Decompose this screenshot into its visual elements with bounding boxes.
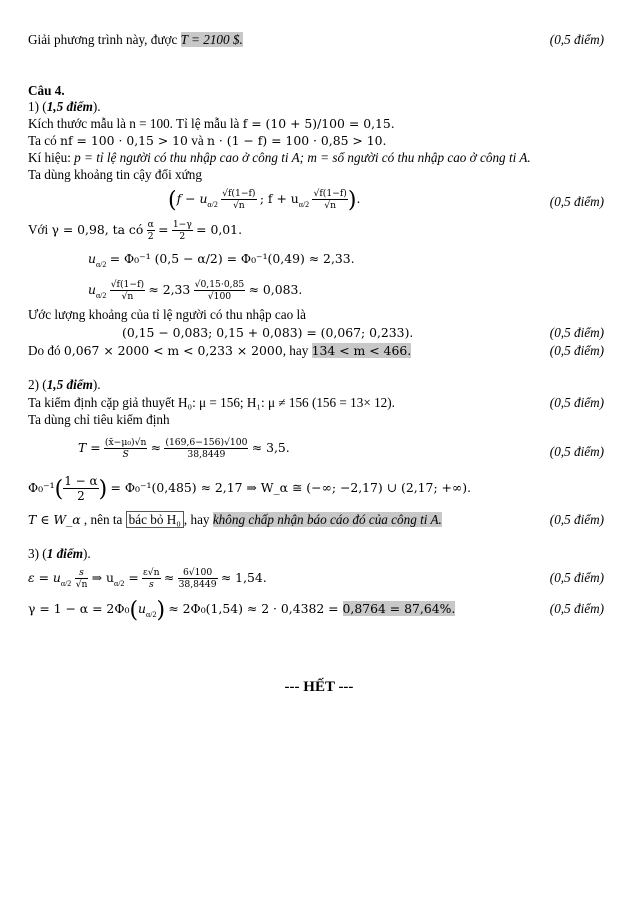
part1-end: ). [92, 99, 101, 114]
taco-and: và [187, 133, 207, 148]
frac-num: 1−γ [172, 219, 192, 231]
epsilon-result: ≈ 1,54. [220, 570, 267, 585]
decision-reject: bác bỏ H₀ [126, 511, 184, 528]
points-label: (0,5 điểm) [549, 444, 604, 459]
points-label: (0,5 điểm) [549, 325, 604, 340]
dodo-result: 134 < m < 466. [311, 343, 412, 358]
decision-conclusion: không chấp nhận báo cáo đó của công ti A. [212, 512, 442, 527]
part3-points: 1 điểm [46, 546, 83, 561]
estimate-formula: (0,15 − 0,083; 0,15 + 0,083) = (0,067; 0,233). [122, 325, 414, 340]
part1-points: 1,5 điểm [46, 99, 93, 114]
voi-text: Với [28, 222, 52, 237]
voi-result: = 0,01. [196, 222, 243, 237]
gamma-formula: γ = 1 − α = 2Φ₀ [28, 601, 130, 616]
T-formula: T = $\frac{\text{(x̄−μ₀)√n}}{S}$ ≈ $\frac{(169,6-156)√100}{38,8449}$ ≈ 3,5. [78, 437, 290, 461]
gamma-mid: ≈ 2Φ₀(1,54) ≈ 2 · 0,4382 = [168, 601, 343, 616]
part1-header [28, 99, 101, 115]
points-label: (0,5 điểm) [549, 601, 604, 616]
points-label: (0,5 điểm) [549, 32, 604, 47]
dodo-math: 0,067 × 2000 < m < 0,233 × 2000 [63, 343, 283, 358]
points-label: (0,5 điểm) [549, 570, 604, 585]
decision-math: T ∈ W_α [28, 512, 81, 527]
part1-label: 1) ( [28, 99, 47, 114]
dodo-hay: , hay [282, 343, 312, 358]
estimate-intro: Ước lượng khoảng của tỉ lệ người có thu nhập cao là [28, 307, 306, 322]
decision-line [28, 512, 442, 528]
sample-text: Kích thước mẫu là n = 100. Tỉ lệ mẫu là [28, 116, 243, 131]
u-formula: = Φ₀⁻¹ (0,5 − α/2) = Φ₀⁻¹(0,49) ≈ 2,33. [109, 251, 355, 266]
frac-num: (169,6−156)√100 [165, 437, 248, 449]
u2-result: ≈ 0,083. [248, 282, 303, 297]
frac-num: ε√n [143, 567, 160, 579]
part3-header [28, 546, 91, 562]
part2-label: 2) ( [28, 377, 47, 392]
voi-math: γ = 0,98, ta có [51, 222, 144, 237]
taco-line [28, 133, 386, 149]
end-mark: --- HẾT --- [284, 679, 354, 695]
solve-text: Giải phương trình này, được [28, 32, 181, 47]
u2-line: $u_{\alpha/2}$ $\frac{√f(1-f)}{√n}$ ≈ 2,33 $\frac{√0,15\cdot 0,85}{√100}$ ≈ 0,083. [88, 279, 303, 303]
frac-num: α [147, 219, 154, 231]
part2-points: 1,5 điểm [46, 377, 93, 392]
frac-den: 38,8449 [187, 449, 226, 461]
hypothesis-line: Ta kiểm định cặp giả thuyết H₀: μ = 156; H₁: μ ≠ 156 (156 = 13× 12). [28, 395, 395, 410]
dodo-text: Do đó [28, 343, 64, 358]
notation-def: p = tỉ lệ người có thu nhập cao ở công ti A; m = số người có thu nhập cao ở công ti A. [74, 150, 531, 165]
question-title: Câu 4. [28, 83, 65, 98]
sample-line [28, 116, 395, 132]
frac-den: 2 [179, 231, 186, 243]
u-line: $u_{\alpha/2} = \Phi_0^{-1}$ (0,5 − α/2) = Φ₀⁻¹(0,49) ≈ 2,33. [88, 251, 355, 269]
solve-line [28, 32, 243, 48]
gamma-result-line: $\gamma = 1 - \alpha = 2\Phi_0(u_{\alpha/2}) \approx 2\Phi_0(1,54) \approx 2 \cdot 0,4382 = 0,8764 = 87,64\%$. [28, 598, 456, 623]
frac-den: S [122, 449, 129, 461]
taco-math1: nf = 100 · 0,15 > 10 [60, 133, 188, 148]
frac-num: √0,15·0,85 [194, 279, 245, 291]
gamma-result: 0,8764 = 87,64%. [342, 601, 456, 616]
sample-math: f = (10 + 5)/100 = 0,15. [242, 116, 395, 131]
ci-intro: Ta dùng khoảng tin cậy đối xứng [28, 167, 202, 182]
T-value: T = 2100 $. [180, 32, 243, 47]
decision-text: , nên ta [80, 512, 126, 527]
dodo-line [28, 343, 411, 359]
points-label: (0,5 điểm) [549, 343, 604, 358]
taco-math2: n · (1 − f) = 100 · 0,85 > 10. [206, 133, 387, 148]
ci-formula: ($f - u_{\alpha/2}$ $\frac{√f(1-f)}{√n}$ ; $f + u_{\alpha/2}$ $\frac{√f(1-f)}{√n}$ ). [168, 188, 361, 213]
decision-text2: , hay [183, 512, 213, 527]
frac-den: 2 [77, 489, 85, 504]
frac-num: 1 − α [64, 474, 98, 489]
test-intro: Ta dùng chỉ tiêu kiểm định [28, 412, 170, 427]
phi-line: Φ₀⁻¹( $\frac{1 - \alpha}{2}$ ) = Φ₀⁻¹(0,485) ≈ 2,17 ⇒ W_α ≅ (−∞; −2,17) ∪ (2,17; +∞). [28, 474, 472, 504]
taco-text: Ta có [28, 133, 61, 148]
frac-den: √100 [207, 291, 232, 303]
u2-approx: ≈ 2,33 [148, 282, 191, 297]
points-label: (0,5 điểm) [549, 395, 604, 410]
part3-end: ). [82, 546, 91, 561]
part2-header [28, 377, 101, 393]
frac-num: (x̄−μ₀)√n [104, 437, 147, 449]
frac-den: 2 [147, 231, 154, 243]
T-result: ≈ 3,5. [251, 440, 290, 455]
frac-den: √n [75, 579, 88, 591]
part3-label: 3) ( [28, 546, 47, 561]
part2-end: ). [92, 377, 101, 392]
points-label: (0,5 điểm) [549, 194, 604, 209]
frac-num: 6√100 [178, 567, 218, 579]
frac-num: s [75, 567, 89, 579]
estimate-math [122, 325, 413, 341]
phi-result: = Φ₀⁻¹(0,485) ≈ 2,17 ⇒ W_α ≅ (−∞; −2,17) ∪ (2,17; +∞). [110, 480, 472, 495]
points-label: (0,5 điểm) [549, 512, 604, 527]
epsilon-line: $\varepsilon = u_{\alpha/2}$ $\frac{s}{√n}$ ⇒ $u_{\alpha/2}$ = $\frac{\varepsilon√n}{s}$ ≈ $\frac{6√100}{38,8449}$ ≈ 1,54. [28, 567, 267, 591]
frac-den: 38,8449 [178, 579, 217, 591]
frac-den: s [148, 579, 154, 591]
notation-text: Kí hiệu: [28, 150, 75, 165]
notation-line [28, 150, 531, 166]
gamma-line: Với γ = 0,98, ta có $\frac{\alpha}{2}$ = $\frac{1-\gamma}{2}$ = 0,01. [28, 219, 243, 243]
